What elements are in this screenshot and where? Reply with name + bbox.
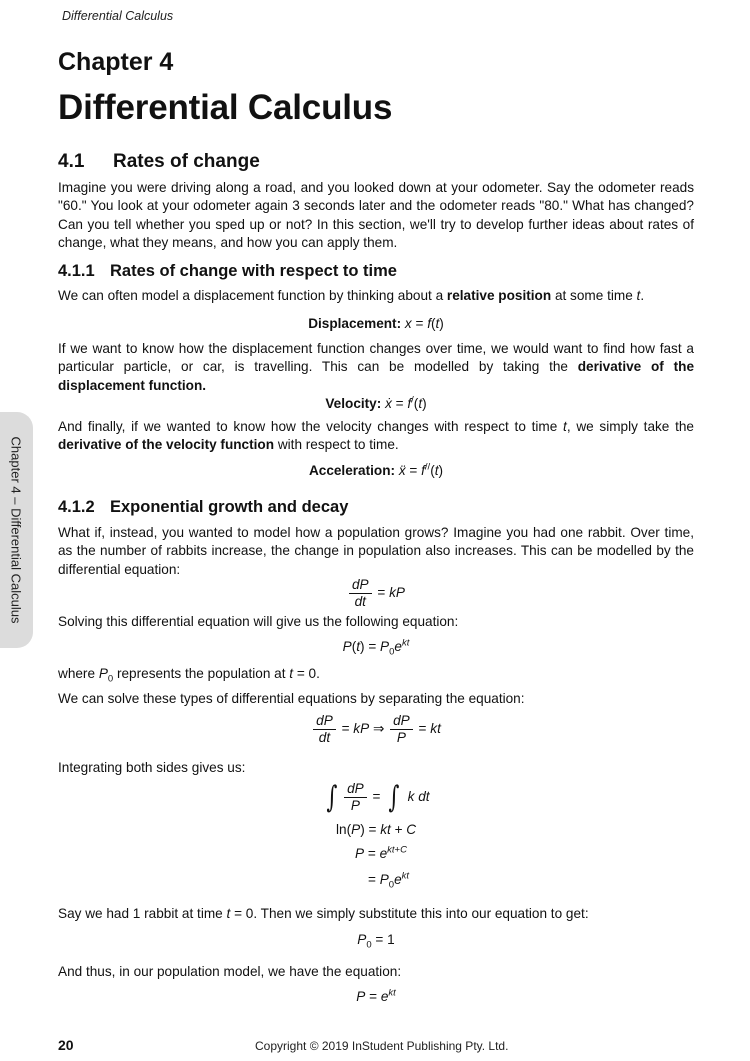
sub2-paragraph-6: Say we had 1 rabbit at time t = 0. Then we simply substitute this into our equation to get:: [58, 906, 589, 921]
section-heading: [58, 151, 260, 173]
velocity-equation: Velocity: ẋ = f/(t): [325, 394, 427, 411]
sub1-paragraph-3: And finally, if we wanted to know how the velocity changes with respect to time t, we simply take the derivative of the velocity function with respect to time.: [58, 419, 694, 453]
initial-condition-equation: $P_0 = 1$: [357, 932, 395, 951]
sub1-paragraph-1: We can often model a displacement function by thinking about a relative position at some time t.: [58, 288, 645, 303]
displacement-equation: Displacement: x = f(t): [308, 316, 444, 331]
integral-equation: ∫ $\frac{dP}{P}$ = ∫ k dt: [326, 779, 430, 815]
subsection-title-2: Exponential growth and decay: [110, 498, 349, 516]
subsection-heading-1: [58, 262, 397, 281]
log-equation: ln(P) = kt + C: [336, 822, 417, 837]
exp-p0-equation: = $P_0e^{kt}$: [368, 870, 410, 891]
section-number: 4.1: [58, 151, 85, 172]
sub2-paragraph-1: What if, instead, you wanted to model how a population grows? Imagine you had one rabbit. Over time, as the number of rabbits increase, the change in population also increases. This can be modelled by the differential equation:: [58, 525, 694, 577]
solution-equation: $P(t) = P_0e^{kt}$: [342, 637, 410, 658]
subsection-title-1: Rates of change with respect to time: [110, 262, 397, 280]
subsection-number-2: 4.1.2: [58, 498, 95, 516]
differential-equation: $\frac{dP}{dt}$ = kP: [58, 577, 694, 610]
chapter-side-tab-label: Chapter 4 – Differential Calculus: [8, 436, 24, 624]
page-number: 20: [58, 1037, 74, 1053]
acceleration-equation: Acceleration: ẍ = f//(t): [308, 461, 444, 478]
running-head: Differential Calculus: [62, 9, 174, 23]
chapter-label: Chapter 4: [58, 48, 174, 76]
final-equation: $P = e^{kt}$: [356, 987, 396, 1004]
sub1-paragraph-2: If we want to know how the displacement function changes over time, we would want to find how fast a particular particle, or car, is travelling. This can be modelled by taking the derivative of the displacement function.: [58, 341, 694, 393]
copyright-notice: Copyright © 2019 InStudent Publishing Pty. Ltd.: [255, 1039, 509, 1053]
sub2-paragraph-2: Solving this differential equation will give us the following equation:: [58, 614, 459, 629]
intro-paragraph: Imagine you were driving along a road, and you looked down at your odometer. Say the odometer reads "60." You look at your odometer again 3 seconds later and the odometer reads "80." What has changed? Can you tell whether you sped up or not? In this section, we'll try to develop further ideas about rates of change, what they means, and how you can apply them.: [58, 180, 694, 251]
sub2-paragraph-5: Integrating both sides gives us:: [58, 760, 246, 775]
separation-equation: $\frac{dP}{dt}$ = kP ⇒ $\frac{dP}{P}$ = kt: [58, 713, 694, 746]
section-title: Rates of change: [113, 151, 260, 172]
exp-equation: $P = e^{kt+C}$: [355, 844, 407, 861]
sub2-paragraph-7: And thus, in our population model, we have the equation:: [58, 964, 402, 979]
subsection-heading-2: [58, 498, 348, 517]
sub2-paragraph-3: where $P_0$ represents the population at t = 0.: [58, 666, 320, 685]
subsection-number-1: 4.1.1: [58, 262, 95, 280]
sub2-paragraph-4: We can solve these types of differential equations by separating the equation:: [58, 691, 525, 706]
chapter-title: Differential Calculus: [58, 88, 393, 127]
